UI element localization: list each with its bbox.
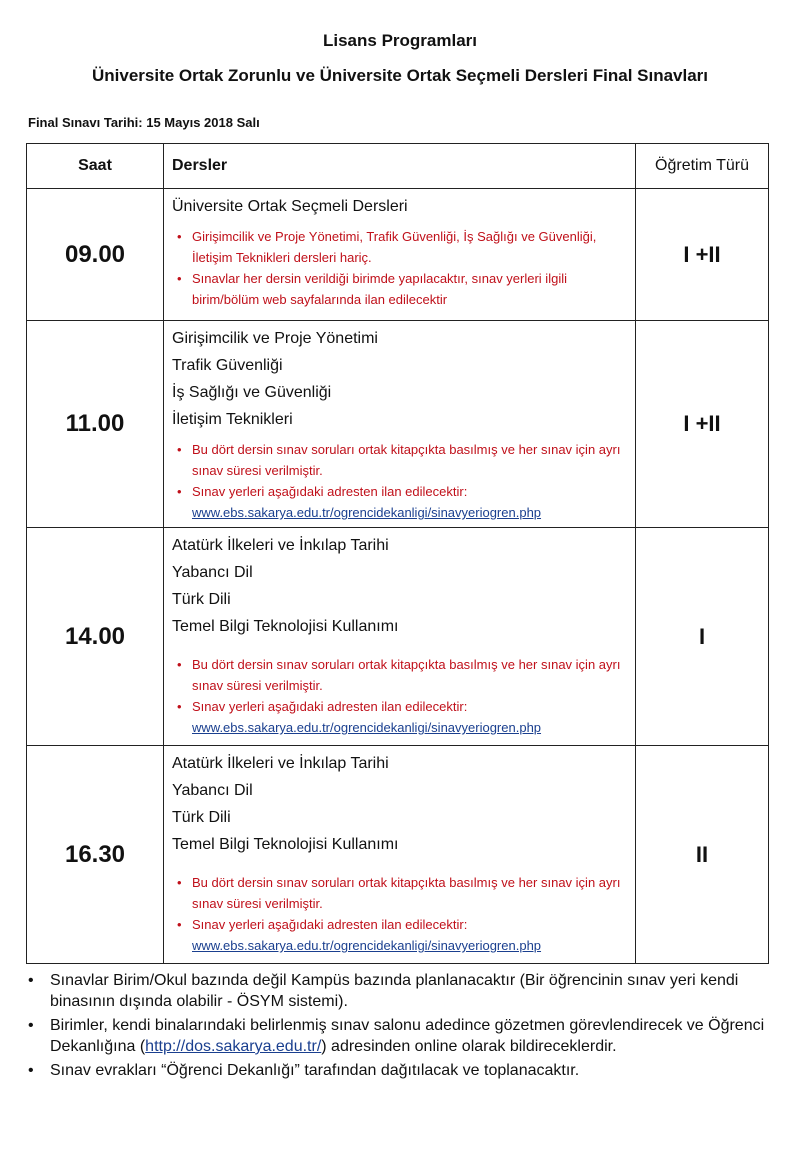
bullet-icon: • (177, 917, 182, 932)
row-courses (164, 746, 636, 964)
footer-note-item: • Birimler, kendi binalarındaki belirlenmiş sınav salonu adedince gözetmen görevlendirecek ve Öğrenci Dekanlığına (http://dos.sakarya.edu.tr/) adresinden online olarak bildireceklerdir. (28, 1017, 765, 1055)
row-courses (164, 528, 636, 746)
row-education-type: I +II (636, 189, 769, 321)
bullet-icon: • (177, 699, 182, 714)
exam-date: Final Sınavı Tarihi: 15 Mayıs 2018 Salı (28, 115, 260, 130)
exam-location-link[interactable]: www.ebs.sakarya.edu.tr/ogrencidekanligi/sinavyeriogren.php (192, 938, 542, 953)
table-row (27, 746, 769, 964)
course-item: Türk Dili (172, 809, 231, 826)
header-time: Saat (27, 144, 164, 189)
course-item: İş Sağlığı ve Güvenliği (172, 384, 332, 401)
course-item: Yabancı Dil (172, 782, 253, 799)
dos-link[interactable]: http://dos.sakarya.edu.tr/ (145, 1038, 322, 1055)
row-education-type: I +II (636, 321, 769, 528)
footer-note-item: • Sınavlar Birim/Okul bazında değil Kampüs bazında planlanacaktır (Bir öğrencinin sınav yeri kendi binasının dışında olabilir - ÖSYM sistemi). (28, 972, 739, 1010)
row-time: 11.00 (27, 321, 164, 528)
page-title: Lisans Programları (322, 31, 477, 50)
bullet-icon: • (177, 875, 182, 890)
row-time: 14.00 (27, 528, 164, 746)
bullet-icon: • (28, 1017, 34, 1034)
footer-notes (22, 970, 772, 1084)
bullet-icon: • (177, 442, 182, 457)
exam-location-link[interactable]: www.ebs.sakarya.edu.tr/ogrencidekanligi/sinavyeriogren.php (192, 720, 542, 735)
exam-location-link[interactable]: www.ebs.sakarya.edu.tr/ogrencidekanligi/sinavyeriogren.php (192, 505, 542, 520)
bullet-icon: • (28, 1062, 34, 1079)
table-header-row (27, 144, 769, 189)
row-education-type: II (636, 746, 769, 964)
note-item: • Girişimcilik ve Proje Yönetimi, Trafik Güvenliği, İş Sağlığı ve Güvenliği, İletişim Teknikleri dersleri hariç. (172, 226, 629, 268)
table-row (27, 528, 769, 746)
bullet-icon: • (177, 657, 182, 672)
footer-note-item: • Sınav evrakları “Öğrenci Dekanlığı” tarafından dağıtılacak ve toplanacaktır. (28, 1062, 580, 1079)
note-item: • Bu dört dersin sınav soruları ortak kitapçıkta basılmış ve her sınav için ayrı sınav süresi verilmiştir. (172, 439, 629, 481)
table-row (27, 189, 769, 321)
course-item: Yabancı Dil (172, 564, 253, 581)
row-courses (164, 321, 636, 528)
page-subtitle: Üniversite Ortak Zorunlu ve Üniversite Ortak Seçmeli Dersleri Final Sınavları (91, 66, 709, 85)
note-item: • Sınav yerleri aşağıdaki adresten ilan edilecektir: www.ebs.sakarya.edu.tr/ogrencidekanligi/sinavyeriogren.php (172, 696, 629, 738)
course-item: Temel Bilgi Teknolojisi Kullanımı (172, 836, 399, 853)
notes-list (172, 654, 629, 738)
row-education-type: I (636, 528, 769, 746)
row-time: 09.00 (27, 189, 164, 321)
note-item: • Sınavlar her dersin verildiği birimde yapılacaktır, sınav yerleri ilgili birim/bölüm web sayfalarında ilan edilecektir (172, 268, 629, 310)
note-item: • Bu dört dersin sınav soruları ortak kitapçıkta basılmış ve her sınav için ayrı sınav süresi verilmiştir. (172, 654, 629, 696)
header-education-type: Öğretim Türü (636, 144, 769, 189)
bullet-icon: • (177, 484, 182, 499)
row-courses (164, 189, 636, 321)
course-item: Temel Bilgi Teknolojisi Kullanımı (172, 618, 399, 635)
notes-list (172, 226, 629, 310)
header-courses: Dersler (164, 144, 636, 189)
course-item: Üniversite Ortak Seçmeli Dersleri (172, 198, 408, 215)
course-item: Girişimcilik ve Proje Yönetimi (172, 330, 378, 347)
bullet-icon: • (28, 972, 34, 989)
table-row (27, 321, 769, 528)
row-time: 16.30 (27, 746, 164, 964)
course-item: Atatürk İlkeleri ve İnkılap Tarihi (172, 537, 389, 554)
course-item: Trafik Güvenliği (172, 357, 283, 374)
bullet-icon: • (177, 229, 182, 244)
course-item: Atatürk İlkeleri ve İnkılap Tarihi (172, 755, 389, 772)
bullet-icon: • (177, 271, 182, 286)
note-item: • Sınav yerleri aşağıdaki adresten ilan edilecektir: www.ebs.sakarya.edu.tr/ogrencidekanligi/sinavyeriogren.php (172, 481, 629, 523)
notes-list (172, 872, 629, 956)
note-item: • Bu dört dersin sınav soruları ortak kitapçıkta basılmış ve her sınav için ayrı sınav süresi verilmiştir. (172, 872, 629, 914)
note-item: • Sınav yerleri aşağıdaki adresten ilan edilecektir: www.ebs.sakarya.edu.tr/ogrencidekanligi/sinavyeriogren.php (172, 914, 629, 956)
course-item: İletişim Teknikleri (172, 411, 293, 428)
course-item: Türk Dili (172, 591, 231, 608)
exam-schedule-table (26, 143, 769, 964)
notes-list (172, 439, 629, 523)
